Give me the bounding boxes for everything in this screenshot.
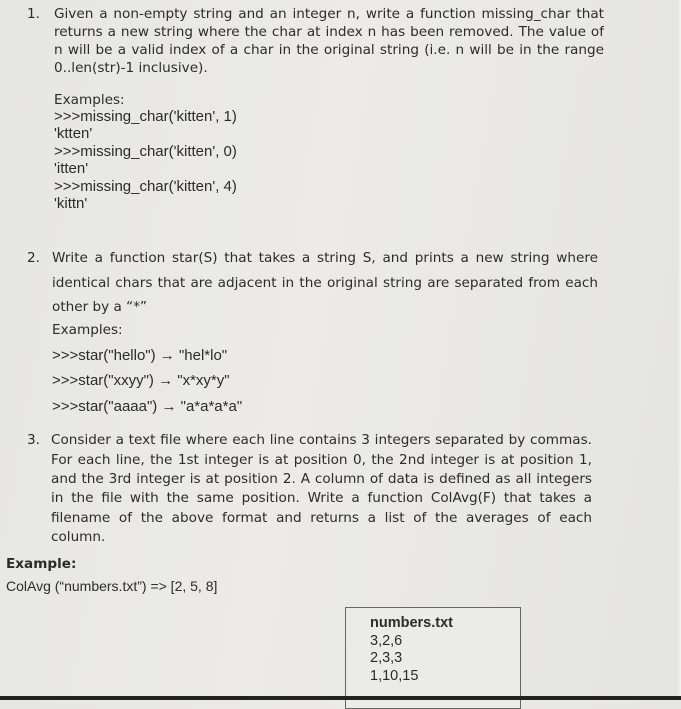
question-text-line: Given a non-empty string and an integer n, write a function missing_char that [54, 6, 604, 22]
example-line: 'kittn' [54, 195, 88, 212]
file-title: numbers.txt [370, 615, 453, 631]
question-text-line: other by a “*” [52, 299, 148, 315]
example-line: 'itten' [54, 160, 89, 177]
question-text-line: 0..len(str)-1 inclusive). [54, 60, 208, 76]
question-text-line: Consider a text file where each line contains 3 integers separated by commas. [51, 432, 592, 448]
question-text-line: Write a function star(S) that takes a string S, and prints a new string where [52, 250, 598, 266]
question-number: 2. [27, 250, 40, 266]
question-text-line: and the 3rd integer is at position 2. A column of data is defined as all integers [51, 471, 592, 487]
example-line: >>>missing_char('kitten', 1) [54, 108, 237, 125]
screen-bezel [0, 696, 681, 700]
question-number: 3. [27, 432, 40, 448]
example-line: >>>missing_char('kitten', 4) [54, 178, 237, 195]
example-label: Example: [6, 556, 77, 572]
question-text-line: For each line, the 1st integer is at position 0, the 2nd integer is at position 1, [51, 452, 592, 468]
question-number: 1. [27, 6, 40, 22]
question-text-line: column. [51, 529, 106, 545]
file-contents-box [345, 607, 521, 709]
example-line: >>>missing_char('kitten', 0) [54, 143, 237, 160]
example-line: >>>star("hello") → "hel*lo" [52, 347, 228, 364]
screen-edge [677, 0, 681, 700]
example-call: ColAvg (“numbers.txt”) => [2, 5, 8] [6, 578, 218, 594]
example-line: 'ktten' [54, 125, 93, 142]
file-row: 1,10,15 [370, 668, 419, 684]
examples-label: Examples: [54, 92, 125, 108]
example-line: >>>star("xxyy") → "x*xy*y" [52, 372, 230, 389]
question-text-line: n will be a valid index of a char in the original string (i.e. n will be in the range [54, 42, 604, 58]
file-row: 3,2,6 [370, 633, 403, 649]
example-line: >>>star("aaaa") → "a*a*a*a" [52, 398, 243, 415]
question-text-line: identical chars that are adjacent in the original string are separated from each [52, 275, 598, 291]
question-text-line: returns a new string where the char at index n has been removed. The value of [54, 24, 604, 40]
examples-label: Examples: [52, 322, 123, 338]
question-text-line: filename of the above format and returns a list of the averages of each [51, 510, 592, 526]
question-text-line: in the file with the same position. Write a function ColAvg(F) that takes a [51, 490, 592, 506]
file-row: 2,3,3 [370, 650, 403, 666]
